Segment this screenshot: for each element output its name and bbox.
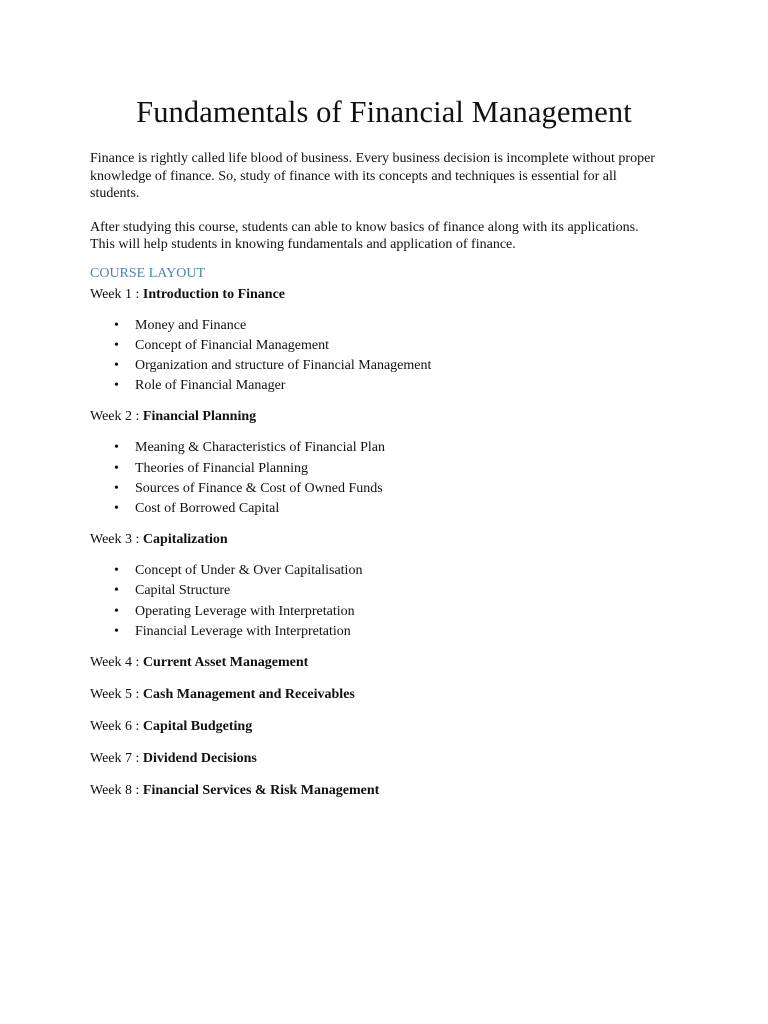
week-topic: Financial Planning [142, 409, 257, 425]
week-2-topic-list [90, 438, 678, 519]
week-label: Week 4 : [90, 654, 143, 670]
bullet-icon: • [114, 378, 119, 394]
week-label: Week 3 : [90, 532, 143, 548]
course-layout-heading: COURSE LAYOUT [90, 265, 205, 281]
list-item-text: Concept of Financial Management [135, 337, 329, 353]
bullet-icon: • [114, 480, 119, 496]
week-label: Week 2 : [90, 409, 143, 425]
list-item-text: Organization and structure of Financial Management [135, 357, 432, 373]
bullet-icon: • [114, 563, 119, 579]
bullet-icon: • [114, 440, 119, 456]
list-item [90, 479, 678, 499]
list-item-text: Meaning & Characteristics of Financial Plan [135, 440, 385, 456]
bullet-icon: • [114, 623, 119, 639]
list-item-text: Operating Leverage with Interpretation [135, 603, 355, 619]
list-item-text: Money and Finance [135, 317, 247, 333]
week-topic: Capitalization [142, 532, 228, 548]
week-topic: Introduction to Finance [142, 286, 286, 302]
week-7-heading [90, 750, 678, 768]
list-item [90, 459, 678, 479]
week-topic: Cash Management and Receivables [142, 686, 355, 702]
list-item [90, 602, 678, 622]
list-item [90, 356, 678, 376]
list-item [90, 622, 678, 642]
week-label: Week 1 : [90, 286, 143, 302]
week-topic: Current Asset Management [142, 654, 309, 670]
week-topic: Dividend Decisions [142, 750, 257, 766]
list-item [90, 499, 678, 519]
week-6-heading [90, 718, 678, 736]
week-3-topic-list [90, 561, 678, 642]
week-5-heading [90, 686, 678, 704]
list-item [90, 336, 678, 356]
week-label: Week 5 : [90, 686, 143, 702]
week-label: Week 7 : [90, 750, 143, 766]
list-item-text: Financial Leverage with Interpretation [135, 623, 351, 639]
bullet-icon: • [114, 337, 119, 353]
list-item-text: Concept of Under & Over Capitalisation [135, 563, 363, 579]
week-4-heading [90, 654, 678, 672]
bullet-icon: • [114, 357, 119, 373]
list-item-text: Capital Structure [135, 583, 231, 599]
week-topic: Financial Services & Risk Management [142, 782, 380, 798]
week-2-heading [90, 408, 678, 426]
list-item [90, 316, 678, 336]
list-item [90, 376, 678, 396]
list-item [90, 561, 678, 581]
list-item-text: Cost of Borrowed Capital [135, 500, 280, 516]
week-topic: Capital Budgeting [142, 718, 253, 734]
list-item [90, 438, 678, 458]
list-item-text: Theories of Financial Planning [135, 460, 309, 476]
list-item-text: Role of Financial Manager [135, 378, 286, 394]
list-item [90, 581, 678, 601]
week-label: Week 6 : [90, 718, 143, 734]
week-label: Week 8 : [90, 782, 143, 798]
list-item-text: Sources of Finance & Cost of Owned Funds [135, 480, 383, 496]
week-3-heading [90, 531, 678, 549]
bullet-icon: • [114, 583, 119, 599]
bullet-icon: • [114, 317, 119, 333]
document-title: Fundamentals of Financial Management [136, 95, 632, 129]
bullet-icon: • [114, 603, 119, 619]
week-1-heading [90, 286, 678, 304]
bullet-icon: • [114, 500, 119, 516]
week-8-heading [90, 782, 678, 800]
outcome-paragraph: After studying this course, students can able to know basics of finance along with its applications. This will help students in knowing fundamentals and application of finance. [90, 219, 639, 252]
week-1-topic-list [90, 316, 678, 397]
bullet-icon: • [114, 460, 119, 476]
intro-paragraph: Finance is rightly called life blood of business. Every business decision is incomplete without proper knowledge of finance. So, study of finance with its concepts and techniques is essential for all students. [90, 151, 655, 201]
